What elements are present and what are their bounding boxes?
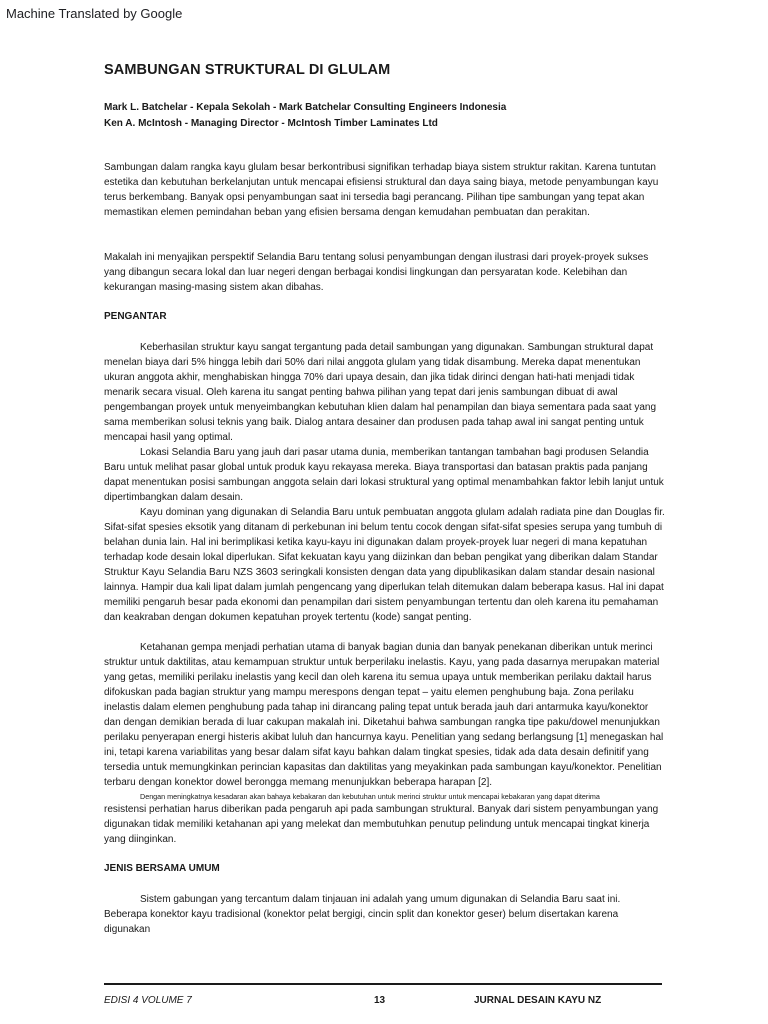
section-heading: PENGANTAR bbox=[104, 311, 167, 322]
author-list bbox=[104, 100, 666, 132]
body-paragraph: resistensi perhatian harus diberikan pada pengaruh api pada sambungan struktural. Banyak dari sistem penyambungan yang digunakan tidak memiliki ketahanan api yang melekat dan membutuhkan penutup pelindung untuk mencapai tingkat kinerja yang diinginkan. bbox=[104, 804, 659, 845]
body-paragraph: Lokasi Selandia Baru yang jauh dari pasar utama dunia, memberikan tantangan tambahan bagi produsen Selandia Baru untuk melihat pasar global untuk produk kayu rekayasa mereka. Biaya transportasi dan batasan praktis pada panjang dapat menentukan posisi sambungan anggota selain dari lokasi struktural yang optimal menambahkan faktor lebih lanjut untuk dipertimbangkan dalam desain. bbox=[104, 447, 664, 503]
author-line: Mark L. Batchelar - Kepala Sekolah - Mark Batchelar Consulting Engineers Indonesia bbox=[104, 102, 507, 113]
paper-title: SAMBUNGAN STRUKTURAL DI GLULAM bbox=[104, 62, 391, 78]
abstract-paragraph: Makalah ini menyajikan perspektif Selandia Baru tentang solusi penyambungan dengan ilustrasi dari proyek-proyek sukses yang dibangun secara lokal dan luar negeri dengan berbagai kondisi lingkungan dan persyaratan kode. Kelebihan dan kekurangan masing-masing sistem akan dibahas. bbox=[104, 252, 649, 293]
body-paragraph: Ketahanan gempa menjadi perhatian utama di banyak bagian dunia dan banyak penekanan diberikan untuk merinci struktur untuk daktilitas, atau kemampuan struktur untuk berperilaku inelastis. Kayu, yang pada dasarnya merupakan material yang getas, memiliki perilaku inelastis yang kecil dan oleh karena itu semua upaya untuk memberikan perilaku daktail harus difokuskan pada bagian struktur yang mampu merespons dengan tepat – yaitu elemen penghubung baja. Zona perilaku inelastis dalam elemen penghubung pada tahap ini dirancang paling tepat untuk berada jauh dari antarmuka kayu/konektor dan dengan demikian berada di luar cakupan makalah ini. Diketahui bahwa sambungan rangka tipe paku/dowel menunjukkan perilaku penyerapan energi histeris akibat luluh dan hancurnya kayu. Penelitian yang sedang berlangsung [1] menegaskan hal ini, tetapi karena variabilitas yang besar dalam sifat kayu bahkan dalam tingkat spesies, tidak ada data desain definitif yang tersedia untuk memungkinkan perincian kapasitas dan daktilitas yang meyakinkan pada sambungan kayu/konektor. Penelitian terbaru dengan konektor dowel berongga memang menunjukkan beberapa harapan [2]. bbox=[104, 642, 664, 788]
page-number: 13 bbox=[374, 995, 386, 1006]
section-heading: JENIS BERSAMA UMUM bbox=[104, 863, 220, 874]
footer-journal: JURNAL DESAIN KAYU NZ bbox=[474, 995, 602, 1006]
author-line: Ken A. McIntosh - Managing Director - McIntosh Timber Laminates Ltd bbox=[104, 118, 438, 129]
footer-edition: EDISI 4 VOLUME 7 bbox=[104, 995, 192, 1006]
body-paragraph: Sistem gabungan yang tercantum dalam tinjauan ini adalah yang umum digunakan di Selandia Baru saat ini. Beberapa konektor kayu tradisional (konektor pelat bergigi, cincin split dan konektor geser) belum disertakan karena digunakan bbox=[104, 894, 621, 935]
paper-page bbox=[104, 62, 666, 937]
footer-divider bbox=[104, 983, 662, 985]
abstract-paragraph: Sambungan dalam rangka kayu glulam besar berkontribusi signifikan terhadap biaya sistem struktur rakitan. Karena tuntutan estetika dan kebutuhan berkelanjutan untuk mencapai efisiensi struktural dan daya saing biaya, metode penyambungan kayu terus berkembang. Banyak opsi penyambungan saat ini tersedia bagi perancang. Pilihan tipe sambungan yang tepat akan memastikan elemen pemindahan beban yang efisien bersama dengan kemudahan pembuatan dan perakitan. bbox=[104, 162, 659, 218]
body-paragraph: Keberhasilan struktur kayu sangat tergantung pada detail sambungan yang digunakan. Sambungan struktural dapat menelan biaya dari 5% hingga lebih dari 50% dari nilai anggota glulam yang tidak disambung. Mereka dapat menentukan ukuran anggota akhir, menghabiskan hingga 70% dari upaya desain, dan jika tidak dirinci dengan hati-hati menjadi tidak menarik secara visual. Oleh karena itu sangat penting bahwa pilihan yang tepat dari jenis sambungan dibuat di awal pengembangan proyek untuk menyeimbangkan kebutuhan klien dalam hal penampilan dan biaya sementara pada saat yang sama memberikan solusi teknis yang baik. Dialog antara desainer dan produsen pada tahap awal ini sangat penting untuk mencapai hasil yang optimal. bbox=[104, 342, 657, 443]
body-paragraph-small: Dengan meningkatnya kesadaran akan bahaya kebakaran dan kebutuhan untuk merinci struktur untuk mencapai kebakaran yang dapat diterima bbox=[140, 792, 600, 801]
machine-translation-banner: Machine Translated by Google bbox=[6, 6, 183, 21]
body-paragraph: Kayu dominan yang digunakan di Selandia Baru untuk pembuatan anggota glulam adalah radiata pine dan Douglas fir. Sifat-sifat spesies eksotik yang ditanam di perkebunan ini belum tentu cocok dengan sifat-sifat spesies serupa yang tumbuh di belahan dunia lain. Hal ini berimplikasi ketika kayu-kayu ini digunakan dalam proyek-proyek luar negeri di mana kepatuhan terhadap kode desain lokal diperlukan. Sifat kekuatan kayu yang diizinkan dan beban pengikat yang diberikan dalam Standar Struktur Kayu Selandia Baru NZS 3603 seringkali konsisten dengan data yang dipublikasikan dalam standar desain nasional lainnya. Hampir dua kali lipat dalam jumlah pengencang yang diperlukan telah ditemukan dalam beberapa kasus. Hal ini dapat memiliki pengaruh besar pada ekonomi dan penampilan dari sistem penyambungan tertentu dan oleh karena itu pemahaman dan keakraban dengan dokumen kepatuhan proyek tertentu (kode) sangat penting. bbox=[104, 507, 665, 623]
